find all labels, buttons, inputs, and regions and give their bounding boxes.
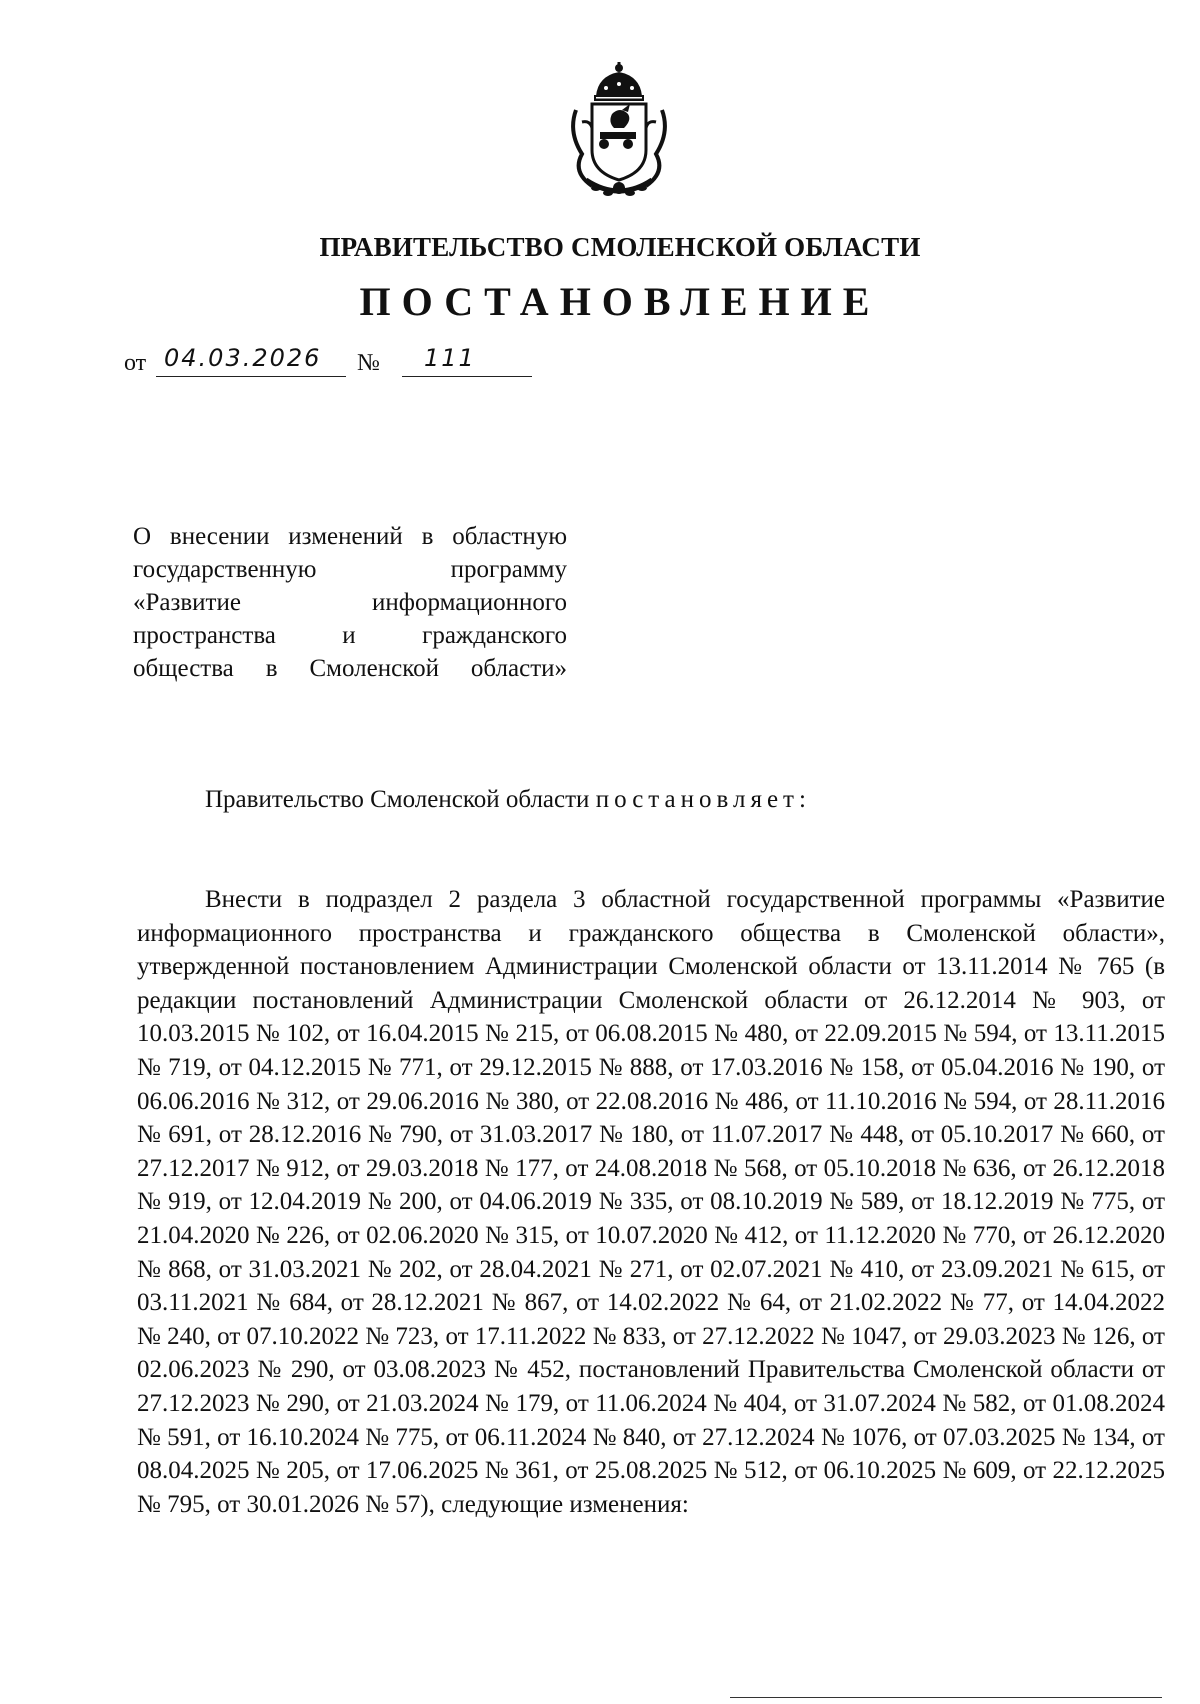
date-from-label: от: [124, 350, 147, 376]
coat-of-arms-icon: [566, 62, 672, 200]
bottom-divider: [730, 1697, 1162, 1698]
subject-line: государственную программу: [133, 556, 567, 583]
subject-line: пространства и гражданского: [133, 622, 567, 649]
subject-line: общества в Смоленской области»: [133, 655, 567, 682]
date-value: 04.03.2026: [164, 344, 322, 372]
subject-line: О внесении изменений в областную: [133, 523, 567, 550]
subject-line: «Развитие информационного: [133, 589, 567, 616]
government-name: ПРАВИТЕЛЬСТВО СМОЛЕНСКОЙ ОБЛАСТИ: [319, 232, 921, 262]
number-value: 111: [424, 344, 476, 372]
decree-intro: [205, 786, 811, 814]
document-type-title: ПОСТАНОВЛЕНИЕ: [359, 279, 881, 324]
number-underline: [402, 376, 532, 377]
decree-verb: постановляет:: [595, 786, 811, 813]
decree-subject: Правительство Смоленской области: [205, 786, 590, 813]
number-label: №: [357, 350, 380, 376]
document-subject: [133, 520, 567, 685]
body-paragraph: Внести в подраздел 2 раздела 3 областной государственной программы «Развитие информационного пространства и гражданского общества в Смоленской области», утвержденной постановлением Администрации Смоленской области от 13.11.2014 № 765 (в редакции постановлений Администрации Смоленской области от 26.12.2014 № 903, от 10.03.2015 № 102, от 16.04.2015 № 215, от 06.08.2015 № 480, от 22.09.2015 № 594, от 13.11.2015 № 719, от 04.12.2015 № 771, от 29.12.2015 № 888, от 17.03.2016 № 158, от 05.04.2016 № 190, от 06.06.2016 № 312, от 29.06.2016 № 380, от 22.08.2016 № 486, от 11.10.2016 № 594, от 28.11.2016 № 691, от 28.12.2016 № 790, от 31.03.2017 № 180, от 11.07.2017 № 448, от 05.10.2017 № 660, от 27.12.2017 № 912, от 29.03.2018 № 177, от 24.08.2018 № 568, от 05.10.2018 № 636, от 26.12.2018 № 919, от 12.04.2019 № 200, от 04.06.2019 № 335, от 08.10.2019 № 589, от 18.12.2019 № 775, от 21.04.2020 № 226, от 02.06.2020 № 315, от 10.07.2020 № 412, от 11.12.2020 № 770, от 26.12.2020 № 868, от 31.03.2021 № 202, от 28.04.2021 № 271, от 02.07.2021 № 410, от 23.09.2021 № 615, от 03.11.2021 № 684, от 28.12.2021 № 867, от 14.02.2022 № 64, от 21.02.2022 № 77, от 14.04.2022 № 240, от 07.10.2022 № 723, от 17.11.2022 № 833, от 27.12.2022 № 1047, от 29.03.2023 № 126, от 02.06.2023 № 290, от 03.08.2023 № 452, постановлений Правительства Смоленской области от 27.12.2023 № 290, от 21.03.2024 № 179, от 11.06.2024 № 404, от 31.07.2024 № 582, от 01.08.2024 № 591, от 16.10.2024 № 775, от 06.11.2024 № 840, от 27.12.2024 № 1076, от 07.03.2025 № 134, от 08.04.2025 № 205, от 17.06.2025 № 361, от 25.08.2025 № 512, от 06.10.2025 № 609, от 22.12.2025 № 795, от 30.01.2026 № 57), следующие изменения:: [137, 886, 1165, 1518]
date-underline: [156, 376, 346, 377]
